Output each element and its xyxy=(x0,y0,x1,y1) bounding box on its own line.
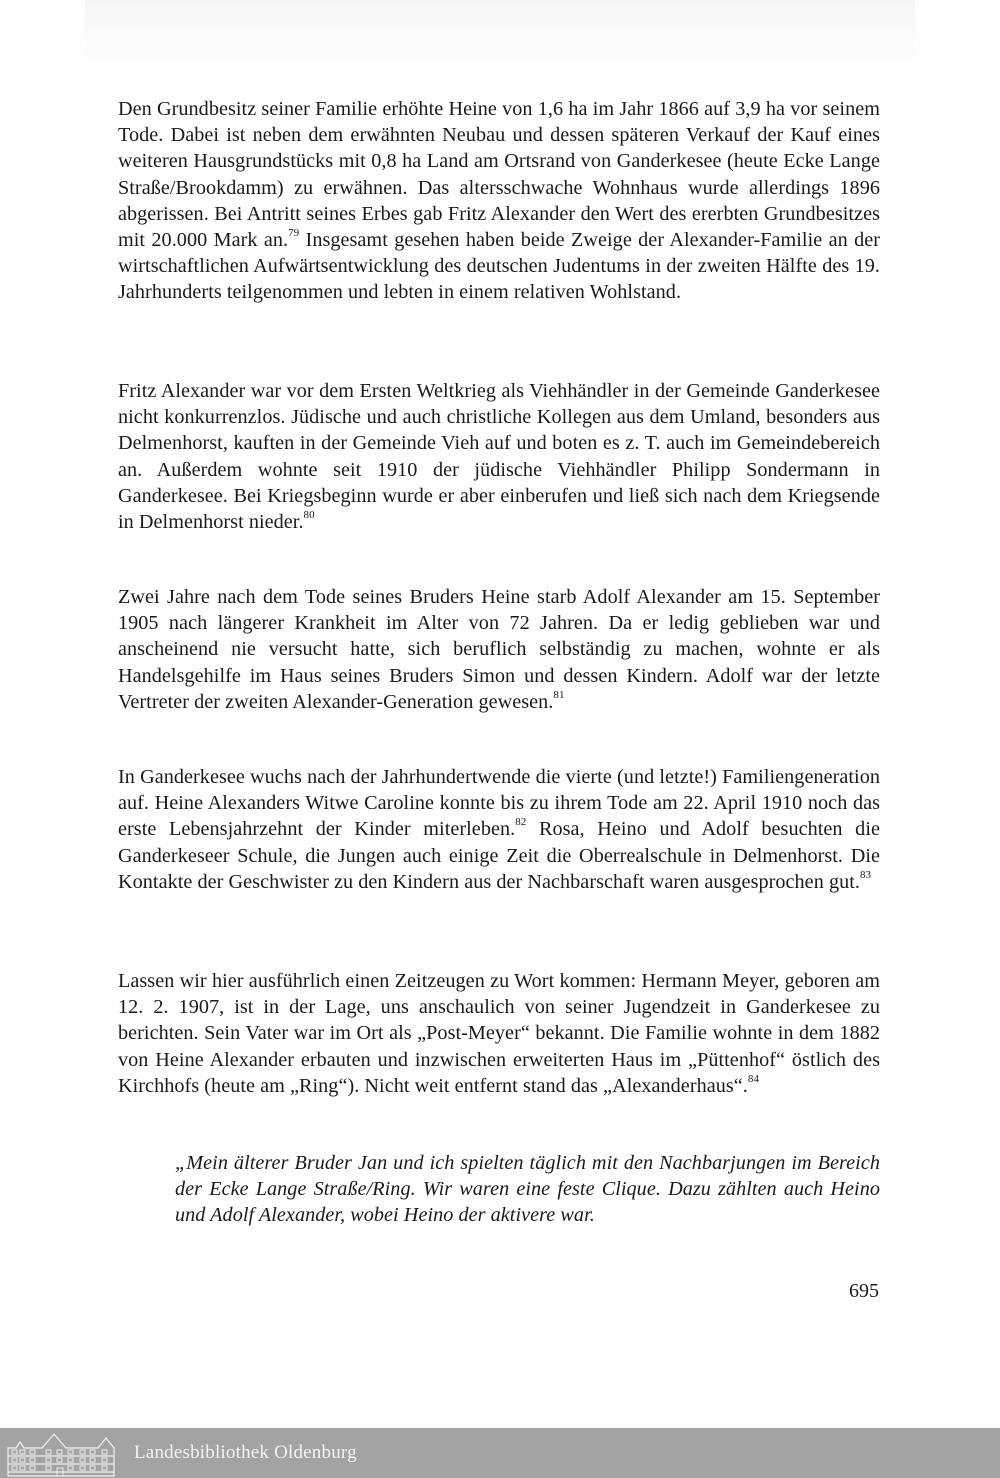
paragraph-5 xyxy=(118,968,880,1099)
bleed-through-shadow xyxy=(85,0,915,60)
footnote-ref[interactable]: 83 xyxy=(859,868,872,881)
paragraph-text: Insgesamt gesehen haben beide Zweige der Alexander-Familie an der wirtschaftlichen Aufwärtsentwicklung des deutschen Judentums in der zweiten Hälfte des 19. Jahrhunderts teilgenommen und lebten in einem relativen Wohlstand. xyxy=(118,229,880,304)
footnote-ref[interactable]: 81 xyxy=(553,688,565,701)
footnote-ref[interactable]: 82 xyxy=(515,816,527,829)
footnote-ref[interactable]: 84 xyxy=(747,1072,760,1085)
paragraph-2 xyxy=(118,378,880,535)
block-quote xyxy=(175,1150,880,1229)
library-name[interactable]: Landesbibliothek Oldenburg xyxy=(134,1442,357,1463)
page-number: 695 xyxy=(849,1280,879,1302)
quote-text: „Mein älterer Bruder Jan und ich spielten täglich mit den Nachbarjungen im Bereich der Ecke Lange Straße/Ring. Wir waren eine feste Clique. Dazu zählten auch Heino und Adolf Alexander, wobei Heino der aktivere war. xyxy=(175,1152,880,1227)
paragraph-3 xyxy=(118,584,880,715)
paragraph-text: Rosa, Heino und Adolf besuchten die Ganderkeseer Schule, die Jungen auch einige Zeit die Oberrealschule in Delmenhorst. Die Kontakte der Geschwister zu den Kindern aus der Nachbarschaft waren ausgesprochen gut. xyxy=(118,818,880,893)
footnote-ref[interactable]: 79 xyxy=(288,227,300,240)
paragraph-text: Fritz Alexander war vor dem Ersten Weltkrieg als Viehhändler in der Gemeinde Ganderkesee nicht konkurrenzlos. Jüdische und auch christliche Kollegen aus dem Umland, besonders aus Delmenhorst, kauften in der Gemeinde Vieh auf und boten es z. T. auch im Gemeindebereich an. Außerdem wohnte seit 1910 der jüdische Viehhändler Philipp Sondermann in Ganderkesee. Bei Kriegsbeginn wurde er aber einberufen und ließ sich nach dem Kriegsende in Delmenhorst nieder. xyxy=(118,380,880,534)
footnote-ref[interactable]: 80 xyxy=(303,509,315,522)
paragraph-text: Den Grundbesitz seiner Familie erhöhte Heine von 1,6 ha im Jahr 1866 auf 3,9 ha vor seinem Tode. Dabei ist neben dem erwähnten Neubau und dessen späteren Verkauf der Kauf eines weiteren Hausgrundstücks mit 0,8 ha Land am Ortsrand von Ganderkesee (heute Ecke Lange Straße/Brookdamm) zu erwähnen. Das altersschwache Wohnhaus wurde allerdings 1896 abgerissen. Bei Antritt seines Erbes gab Fritz Alexander den Wert des ererbten Grundbesitzes mit 20.000 Mark an. xyxy=(118,98,880,252)
library-building-icon xyxy=(2,1432,124,1478)
library-footer-banner[interactable] xyxy=(0,1428,1000,1478)
paragraph-1 xyxy=(118,96,880,306)
paragraph-text: Lassen wir hier ausführlich einen Zeitzeugen zu Wort kommen: Hermann Meyer, geboren am 12. 2. 1907, ist in der Lage, uns anschaulich von seiner Jugendzeit in Ganderkesee zu berichten. Sein Vater war im Ort als „Post-Meyer“ bekannt. Die Familie wohnte in dem 1882 von Heine Alexander erbauten und inzwischen erweiterten Haus im „Püttenhof“ östlich des Kirchhofs (heute am „Ring“). Nicht weit entfernt stand das „Alexanderhaus“. xyxy=(118,970,880,1097)
paragraph-4 xyxy=(118,764,880,895)
paragraph-text: Zwei Jahre nach dem Tode seines Bruders Heine starb Adolf Alexander am 15. September 1905 nach längerer Krankheit im Alter von 72 Jahren. Da er ledig geblieben war und anscheinend nie versucht hatte, sich beruflich selbständig zu machen, wohnte er als Handelsgehilfe im Haus seines Bruders Simon und dessen Kindern. Adolf war der letzte Vertreter der zweiten Alexander-Generation gewesen. xyxy=(118,586,880,713)
paragraph-text: In Ganderkesee wuchs nach der Jahrhundertwende die vierte (und letzte!) Familiengeneration auf. Heine Alexanders Witwe Caroline konnte bis zu ihrem Tode am 22. April 1910 noch das erste Lebensjahrzehnt der Kinder miterleben. xyxy=(118,766,880,841)
